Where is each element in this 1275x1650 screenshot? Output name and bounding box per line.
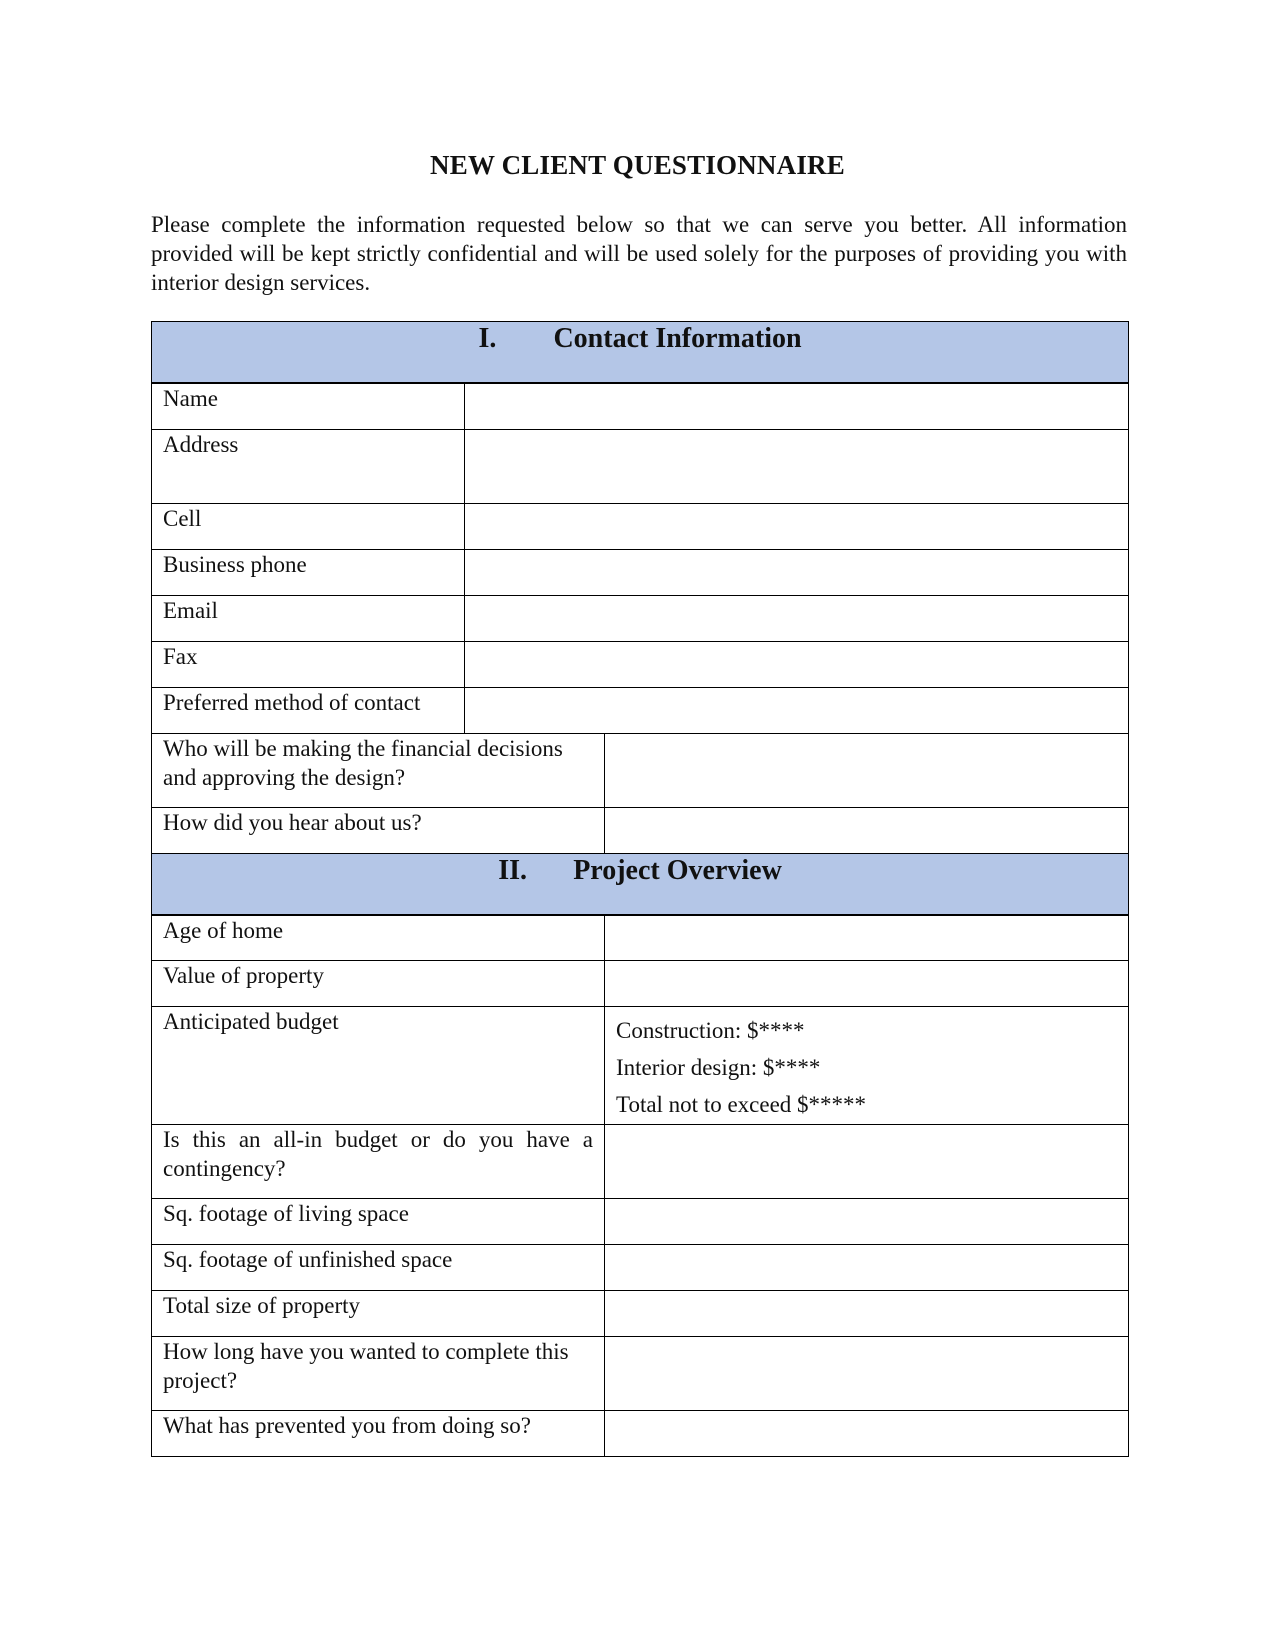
section-header-contact <box>152 322 1129 384</box>
field-label: Sq. footage of living space <box>152 1199 605 1245</box>
decision-maker-field[interactable] <box>605 733 1129 807</box>
field-label: Anticipated budget <box>152 1007 605 1125</box>
field-label: What has prevented you from doing so? <box>152 1411 605 1457</box>
total-property-size-field[interactable] <box>605 1291 1129 1337</box>
field-label: Value of property <box>152 961 605 1007</box>
table-row <box>152 915 1129 961</box>
field-label: Sq. footage of unfinished space <box>152 1245 605 1291</box>
table-row <box>152 641 1129 687</box>
section-number: II. <box>498 854 527 886</box>
field-label: Preferred method of contact <box>152 687 465 733</box>
table-row <box>152 595 1129 641</box>
table-row <box>152 1245 1129 1291</box>
field-label: Cell <box>152 503 465 549</box>
table-row <box>152 687 1129 733</box>
email-field[interactable] <box>465 595 1129 641</box>
business-phone-field[interactable] <box>465 549 1129 595</box>
cell-field[interactable] <box>465 503 1129 549</box>
anticipated-budget-field[interactable] <box>605 1007 1129 1125</box>
budget-construction: Construction: $**** <box>616 1018 805 1043</box>
table-row <box>152 1199 1129 1245</box>
table-row <box>152 383 1129 429</box>
field-label: Who will be making the financial decisions and approving the design? <box>152 733 605 807</box>
field-label: Is this an all-in budget or do you have a contingency? <box>152 1125 605 1199</box>
preferred-contact-field[interactable] <box>465 687 1129 733</box>
table-row <box>152 1291 1129 1337</box>
property-value-field[interactable] <box>605 961 1129 1007</box>
name-field[interactable] <box>465 383 1129 429</box>
table-row <box>152 1337 1129 1411</box>
table-row <box>152 549 1129 595</box>
obstacles-field[interactable] <box>605 1411 1129 1457</box>
field-label: How did you hear about us? <box>152 807 605 853</box>
intro-paragraph: Please complete the information requested below so that we can serve you better. All information provided will be kept strictly confidential and will be used solely for the purposes of providing you with interior design services. <box>151 212 1127 295</box>
table-row <box>152 1411 1129 1457</box>
section-title: Project Overview <box>573 854 782 886</box>
section-number: I. <box>478 323 497 354</box>
address-field[interactable] <box>465 429 1129 503</box>
age-of-home-field[interactable] <box>605 915 1129 961</box>
living-space-field[interactable] <box>605 1199 1129 1245</box>
table-row <box>152 429 1129 503</box>
table-row <box>152 1125 1129 1199</box>
table-row <box>152 961 1129 1007</box>
field-label: How long have you wanted to complete this project? <box>152 1337 605 1411</box>
field-label: Total size of property <box>152 1291 605 1337</box>
document-title: NEW CLIENT QUESTIONNAIRE <box>430 150 845 180</box>
table-row <box>152 503 1129 549</box>
field-label: Business phone <box>152 549 465 595</box>
unfinished-space-field[interactable] <box>605 1245 1129 1291</box>
questionnaire-table <box>151 321 1129 1457</box>
field-label: Fax <box>152 641 465 687</box>
project-duration-field[interactable] <box>605 1337 1129 1411</box>
field-label: Name <box>152 383 465 429</box>
table-row <box>152 1007 1129 1125</box>
field-label: Email <box>152 595 465 641</box>
field-label: Age of home <box>152 915 605 961</box>
table-row <box>152 807 1129 853</box>
budget-contingency-field[interactable] <box>605 1125 1129 1199</box>
referral-source-field[interactable] <box>605 807 1129 853</box>
section-title: Contact Information <box>553 323 802 354</box>
budget-total: Total not to exceed $***** <box>616 1092 867 1117</box>
field-label: Address <box>152 429 465 503</box>
section-header-project <box>152 853 1129 915</box>
table-row <box>152 733 1129 807</box>
fax-field[interactable] <box>465 641 1129 687</box>
budget-interior-design: Interior design: $**** <box>616 1055 821 1080</box>
